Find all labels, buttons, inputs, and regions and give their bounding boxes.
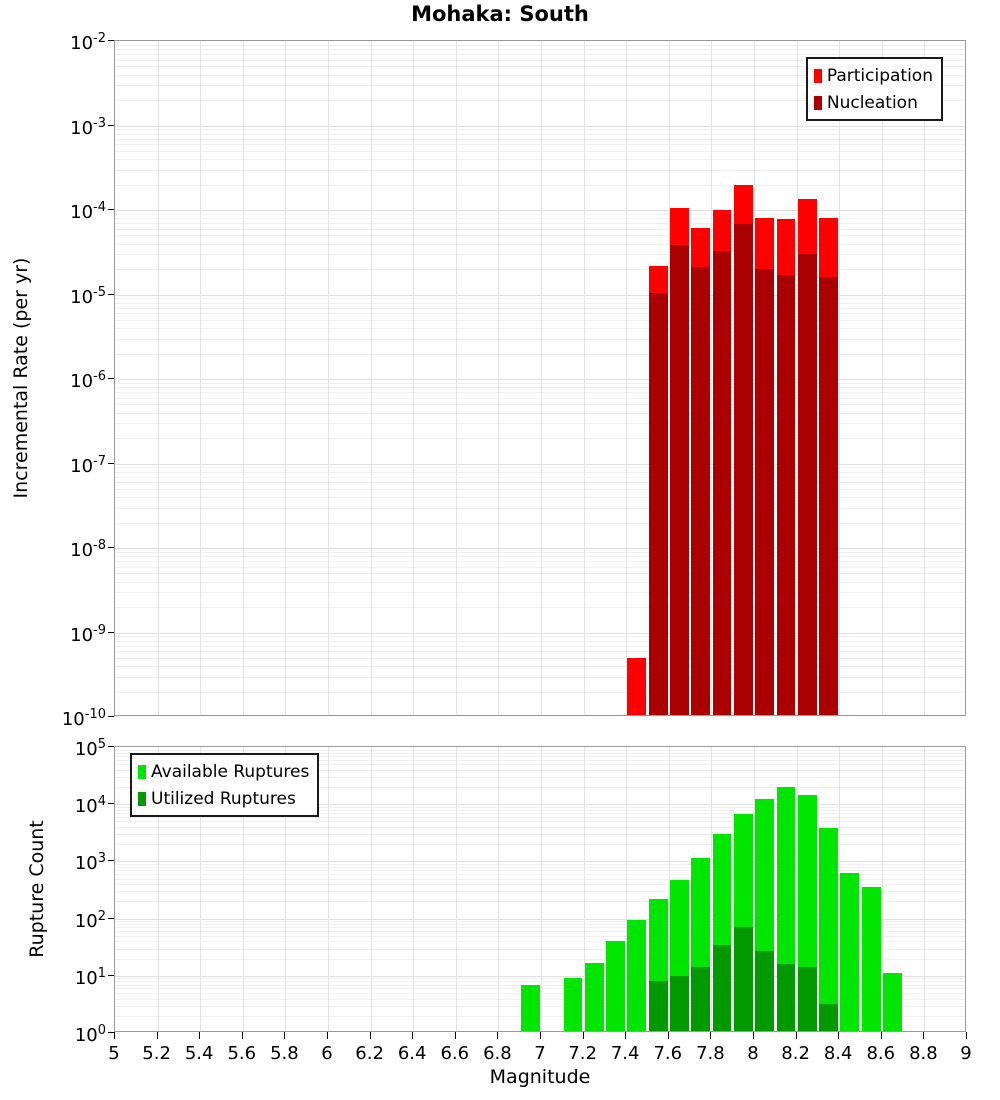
vertical-gridline <box>371 41 372 715</box>
x-tick-label: 8.4 <box>823 1043 853 1064</box>
vertical-gridline <box>413 41 414 715</box>
vertical-gridline <box>371 747 372 1031</box>
vertical-gridline <box>924 747 925 1031</box>
x-tick-mark <box>497 1032 498 1039</box>
x-tick-mark <box>114 1032 115 1039</box>
x-tick-label: 6.6 <box>440 1043 470 1064</box>
y-tick-mark <box>108 860 114 861</box>
bar-utilized-ruptures <box>798 967 817 1032</box>
legend-item <box>138 785 309 812</box>
bar-available-ruptures <box>585 963 604 1032</box>
bar-nucleation <box>755 269 774 716</box>
legend-swatch <box>814 96 822 110</box>
bar-participation <box>627 658 646 716</box>
legend-swatch <box>138 792 146 806</box>
x-tick-label: 9 <box>960 1043 972 1064</box>
legend-item <box>814 62 933 89</box>
x-tick-label: 8.8 <box>909 1043 938 1064</box>
y-tick-mark <box>108 632 114 633</box>
bar-available-ruptures <box>521 985 540 1032</box>
legend <box>130 753 319 817</box>
y-tick-label: $10^{-4}$ <box>70 200 106 223</box>
bar-utilized-ruptures <box>627 1031 646 1032</box>
x-tick-label: 5 <box>108 1043 120 1064</box>
bar-available-ruptures <box>883 973 902 1032</box>
x-tick-mark <box>242 1032 243 1039</box>
x-tick-mark <box>284 1032 285 1039</box>
legend-item <box>138 758 309 785</box>
x-tick-label: 5.2 <box>142 1043 171 1064</box>
x-tick-label: 6.8 <box>483 1043 512 1064</box>
x-tick-mark <box>583 1032 584 1039</box>
y-tick-label: $10^5$ <box>74 737 106 760</box>
vertical-gridline <box>328 747 329 1031</box>
vertical-gridline <box>285 41 286 715</box>
x-tick-label: 7.2 <box>568 1043 597 1064</box>
x-tick-mark <box>412 1032 413 1039</box>
vertical-gridline <box>456 41 457 715</box>
bar-available-ruptures <box>606 941 625 1032</box>
x-tick-label: 5.4 <box>184 1043 214 1064</box>
y-tick-mark <box>108 746 114 747</box>
bar-available-ruptures <box>840 873 859 1032</box>
x-tick-label: 6.2 <box>355 1043 384 1064</box>
bar-utilized-ruptures <box>777 964 796 1032</box>
y-tick-label: $10^{-10}$ <box>61 707 106 730</box>
y-tick-mark <box>108 125 114 126</box>
bar-available-ruptures <box>627 920 646 1032</box>
y-tick-label: $10^1$ <box>74 965 106 989</box>
bar-utilized-ruptures <box>713 945 732 1032</box>
x-tick-label: 5.8 <box>270 1043 299 1064</box>
vertical-gridline <box>584 41 585 715</box>
legend-swatch <box>138 765 146 779</box>
x-tick-mark <box>668 1032 669 1039</box>
y-tick-label: $10^{-6}$ <box>70 369 106 392</box>
x-tick-mark <box>966 1032 967 1039</box>
vertical-gridline <box>243 41 244 715</box>
x-tick-mark <box>753 1032 754 1039</box>
y-tick-label: $10^0$ <box>74 1023 106 1046</box>
legend-swatch <box>814 69 822 83</box>
vertical-gridline <box>456 747 457 1031</box>
x-axis-label: Magnitude <box>489 1066 591 1088</box>
x-tick-mark <box>838 1032 839 1039</box>
vertical-gridline <box>626 41 627 715</box>
vertical-gridline <box>882 41 883 715</box>
bar-nucleation <box>649 293 668 716</box>
legend-label: Available Ruptures <box>151 761 310 782</box>
bar-nucleation <box>691 267 710 716</box>
y-tick-mark <box>108 463 114 464</box>
rate-plot-area <box>114 40 966 716</box>
bar-utilized-ruptures <box>755 951 774 1032</box>
x-tick-mark <box>923 1032 924 1039</box>
x-tick-label: 8.6 <box>866 1043 896 1064</box>
x-tick-mark <box>881 1032 882 1039</box>
y-tick-label: $10^{-2}$ <box>70 31 106 54</box>
bar-utilized-ruptures <box>670 976 689 1032</box>
x-tick-mark <box>710 1032 711 1039</box>
x-tick-mark <box>455 1032 456 1039</box>
rate-y-axis-label: Incremental Rate (per yr) <box>10 257 32 499</box>
bar-available-ruptures <box>564 978 583 1032</box>
vertical-gridline <box>924 41 925 715</box>
legend-label: Participation <box>826 65 933 86</box>
x-tick-mark <box>370 1032 371 1039</box>
chart-title: Mohaka: South <box>411 2 589 26</box>
y-tick-label: $10^2$ <box>74 908 106 932</box>
vertical-gridline <box>541 747 542 1031</box>
x-tick-mark <box>199 1032 200 1039</box>
legend-label: Nucleation <box>826 92 918 113</box>
legend-item <box>814 89 933 116</box>
vertical-gridline <box>200 41 201 715</box>
y-tick-label: $10^{-7}$ <box>70 453 106 477</box>
x-tick-mark <box>327 1032 328 1039</box>
bar-available-ruptures <box>819 828 838 1032</box>
vertical-gridline <box>413 747 414 1031</box>
bar-available-ruptures <box>862 887 881 1032</box>
bar-nucleation <box>798 254 817 716</box>
x-tick-mark <box>540 1032 541 1039</box>
bar-utilized-ruptures <box>691 967 710 1032</box>
y-tick-mark <box>108 803 114 804</box>
x-tick-label: 8 <box>747 1043 759 1064</box>
x-tick-mark <box>625 1032 626 1039</box>
x-tick-label: 8.2 <box>781 1043 810 1064</box>
x-tick-label: 5.6 <box>227 1043 257 1064</box>
y-tick-label: $10^3$ <box>74 851 106 875</box>
vertical-gridline <box>328 41 329 715</box>
bar-nucleation <box>670 245 689 716</box>
legend-label: Utilized Ruptures <box>151 788 296 809</box>
vertical-gridline <box>839 41 840 715</box>
vertical-gridline <box>158 41 159 715</box>
bar-nucleation <box>777 275 796 716</box>
y-tick-mark <box>108 40 114 41</box>
count-plot-area <box>114 746 966 1032</box>
y-tick-label: $10^4$ <box>74 794 106 818</box>
x-tick-mark <box>796 1032 797 1039</box>
x-tick-label: 6.4 <box>397 1043 427 1064</box>
bar-nucleation <box>819 277 838 716</box>
y-tick-mark <box>108 378 114 379</box>
vertical-gridline <box>498 747 499 1031</box>
y-tick-mark <box>108 975 114 976</box>
bar-utilized-ruptures <box>734 927 753 1032</box>
count-y-axis-label: Rupture Count <box>26 820 48 958</box>
legend <box>806 57 943 121</box>
y-tick-mark <box>108 209 114 210</box>
bar-nucleation <box>734 224 753 716</box>
x-tick-label: 7.4 <box>610 1043 640 1064</box>
x-tick-mark <box>157 1032 158 1039</box>
y-tick-mark <box>108 918 114 919</box>
y-tick-label: $10^{-9}$ <box>70 622 106 646</box>
x-tick-label: 7.8 <box>696 1043 725 1064</box>
x-tick-label: 7 <box>534 1043 546 1064</box>
bar-nucleation <box>713 251 732 716</box>
y-tick-label: $10^{-8}$ <box>70 538 106 561</box>
bar-utilized-ruptures <box>649 981 668 1032</box>
vertical-gridline <box>541 41 542 715</box>
y-tick-mark <box>108 294 114 295</box>
bar-utilized-ruptures <box>819 1004 838 1032</box>
y-tick-mark <box>108 716 114 717</box>
x-tick-label: 6 <box>321 1043 333 1064</box>
vertical-gridline <box>498 41 499 715</box>
y-tick-label: $10^{-3}$ <box>70 115 106 139</box>
y-tick-mark <box>108 547 114 548</box>
x-tick-label: 7.6 <box>653 1043 683 1064</box>
y-tick-label: $10^{-5}$ <box>70 284 106 308</box>
